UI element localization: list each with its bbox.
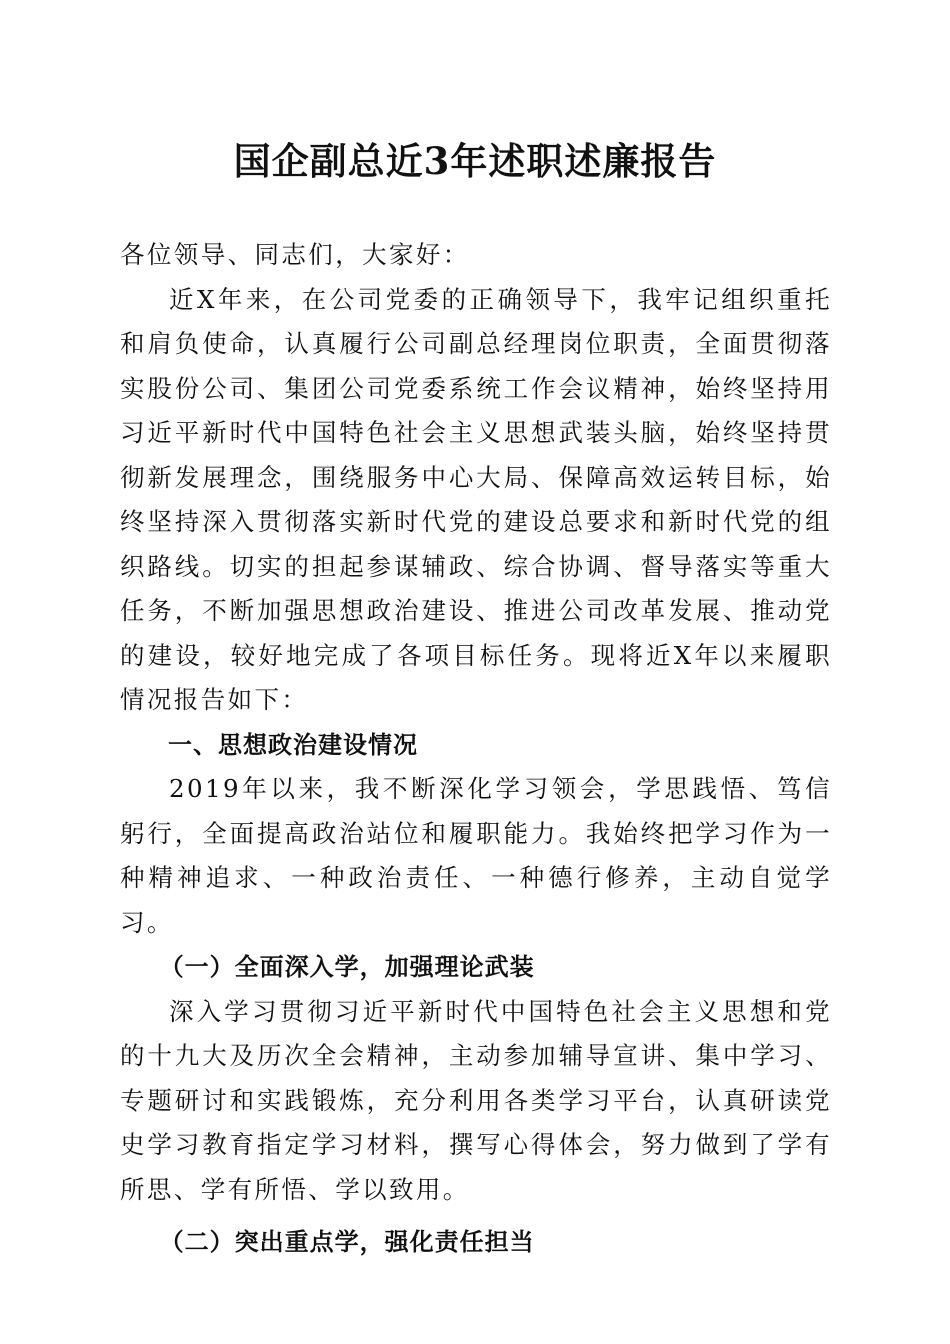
subsection-1-paragraph: 深入学习贯彻习近平新时代中国特色社会主义思想和党的十九大及历次全会精神，主动参加辅导宣讲、集中学习、专题研讨和实践锻炼，充分利用各类学习平台，认真研读党史学习教育指定学习材料，撰写心得体会，努力做到了学有所思、学有所悟、学以致用。 (120, 996, 832, 1204)
intro-paragraph: 近X年来，在公司党委的正确领导下，我牢记组织重托和肩负使命，认真履行公司副总经理岗位职责，全面贯彻落实股份公司、集团公司党委系统工作会议精神，始终坚持用习近平新时代中国特色社会主义思想武装头脑，始终坚持贯彻新发展理念，围绕服务中心大局、保障高效运转目标，始终坚持深入贯彻落实新时代党的建设总要求和新时代党的组织路线。切实的担起参谋辅政、综合协调、督导落实等重大任务，不断加强思想政治建设、推进公司改革发展、推动党的建设，较好地完成了各项目标任务。现将近X年以来履职情况报告如下： (120, 284, 832, 714)
section-1-paragraph: 2019年以来，我不断深化学习领会，学思践悟、笃信躬行，全面提高政治站位和履职能力。我始终把学习作为一种精神追求、一种政治责任、一种德行修养，主动自觉学习。 (120, 774, 832, 937)
greeting: 各位领导、同志们，大家好： (120, 240, 470, 269)
subsection-heading-2: （二）突出重点学，强化责任担当 (159, 1227, 535, 1256)
document-body (120, 233, 832, 1265)
subsection-heading-1: （一）全面深入学，加强理论武装 (159, 952, 535, 981)
section-heading-1: 一、思想政治建设情况 (168, 730, 418, 759)
document-title: 国企副总近3年述职述廉报告 (233, 139, 717, 183)
